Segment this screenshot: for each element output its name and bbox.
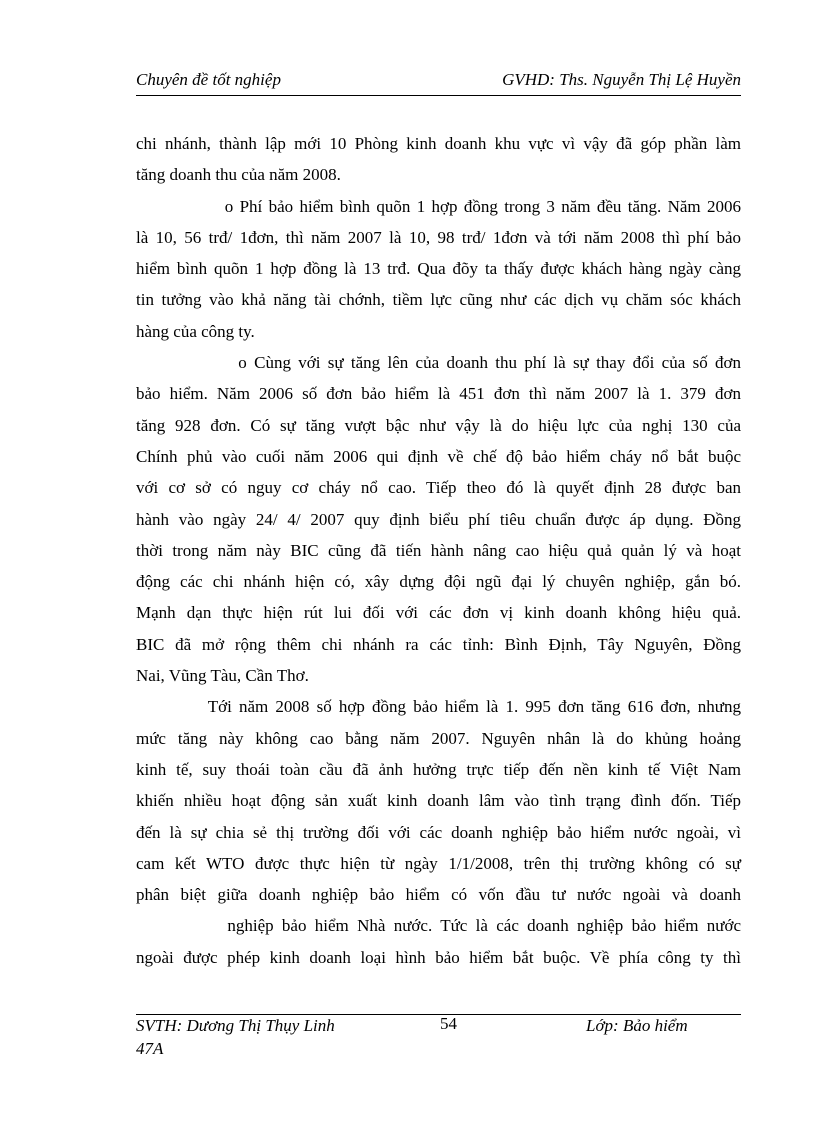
body-line: đến là sự chia sẻ thị trường đối với các doanh nghiệp bảo hiểm nước ngoài, vì bbox=[136, 822, 741, 842]
footer-author-class: 47A bbox=[136, 1039, 164, 1058]
body-line: BIC đã mở rộng thêm chi nhánh ra các tỉnh: Bình Định, Tây Nguyên, Đồng bbox=[136, 634, 741, 654]
body-text bbox=[136, 128, 741, 973]
footer-rule bbox=[136, 1014, 741, 1015]
body-line: thời trong năm này BIC cũng đã tiến hành nâng cao hiệu quả quản lý và hoạt bbox=[136, 540, 741, 560]
body-line: bảo hiểm. Năm 2006 số đơn bảo hiểm là 451 đơn thì năm 2007 là 1. 379 đơn bbox=[136, 384, 741, 404]
body-line: tin tưởng vào khả năng tài chớnh, tiềm lực cũng như các dịch vụ chăm sóc khách bbox=[136, 290, 741, 310]
body-line: nghiệp bảo hiểm Nhà nước. Tức là các doanh nghiệp bảo hiểm nước bbox=[136, 916, 741, 936]
body-line: với cơ sở có nguy cơ cháy nổ cao. Tiếp theo đó là quyết định 28 được ban bbox=[136, 478, 741, 498]
footer-class: Lớp: Bảo hiểm bbox=[586, 1016, 688, 1035]
body-line: o Phí bảo hiểm bình quõn 1 hợp đồng trong 3 năm đều tăng. Năm 2006 bbox=[136, 196, 741, 216]
body-line: hiểm bình quõn 1 hợp đồng là 13 trđ. Qua đõy ta thấy được khách hàng ngày càng bbox=[136, 259, 741, 279]
body-line: Nai, Vũng Tàu, Cần Thơ. bbox=[136, 666, 309, 686]
header-advisor: GVHD: Ths. Nguyễn Thị Lệ Huyền bbox=[502, 70, 741, 89]
body-line: hàng của công ty. bbox=[136, 321, 255, 341]
header-rule bbox=[136, 95, 741, 96]
body-line: khiến nhiều hoạt động sản xuất kinh doanh lâm vào tình trạng đình đốn. Tiếp bbox=[136, 791, 741, 811]
body-line: hành vào ngày 24/ 4/ 2007 quy định biểu phí tiêu chuẩn được áp dụng. Đồng bbox=[136, 509, 741, 529]
body-line: cam kết WTO được thực hiện từ ngày 1/1/2008, trên thị trường không có sự bbox=[136, 853, 741, 873]
body-line: o Cùng với sự tăng lên của doanh thu phí là sự thay đổi của số đơn bbox=[136, 353, 741, 373]
body-line: kinh tế, suy thoái toàn cầu đã ảnh hưởng trực tiếp đến nền kinh tế Việt Nam bbox=[136, 759, 741, 779]
body-line: tăng doanh thu của năm 2008. bbox=[136, 165, 341, 185]
page-number: 54 bbox=[440, 1014, 457, 1033]
body-line: ngoài được phép kinh doanh loại hình bảo hiểm bắt buộc. Về phía công ty thì bbox=[136, 947, 741, 967]
body-line: động các chi nhánh hiện có, xây dựng đội ngũ đại lý chuyên nghiệp, gắn bó. bbox=[136, 572, 741, 592]
body-line: mức tăng này không cao bằng năm 2007. Nguyên nhân là do khủng hoảng bbox=[136, 728, 741, 748]
body-line: phân biệt giữa doanh nghiệp bảo hiểm có vốn đầu tư nước ngoài và doanh bbox=[136, 885, 741, 905]
page-header bbox=[136, 70, 741, 92]
body-line: chi nhánh, thành lập mới 10 Phòng kinh doanh khu vực vì vậy đã góp phần làm bbox=[136, 134, 741, 153]
footer-author: SVTH: Dương Thị Thụy Linh bbox=[136, 1016, 335, 1035]
body-line: Mạnh dạn thực hiện rút lui đối với các đơn vị kinh doanh không hiệu quả. bbox=[136, 603, 741, 623]
body-line: Tới năm 2008 số hợp đồng bảo hiểm là 1. 995 đơn tăng 616 đơn, nhưng bbox=[136, 697, 741, 717]
header-title: Chuyên đề tốt nghiệp bbox=[136, 70, 281, 89]
body-line: Chính phủ vào cuối năm 2006 qui định về chế độ bảo hiểm cháy nổ bắt buộc bbox=[136, 446, 741, 466]
body-line: là 10, 56 trđ/ 1đơn, thì năm 2007 là 10, 98 trđ/ 1đơn và tới năm 2008 thì phí bảo bbox=[136, 227, 741, 247]
body-line: tăng 928 đơn. Có sự tăng vượt bậc như vậy là do hiệu lực của nghị 130 của bbox=[136, 415, 741, 435]
